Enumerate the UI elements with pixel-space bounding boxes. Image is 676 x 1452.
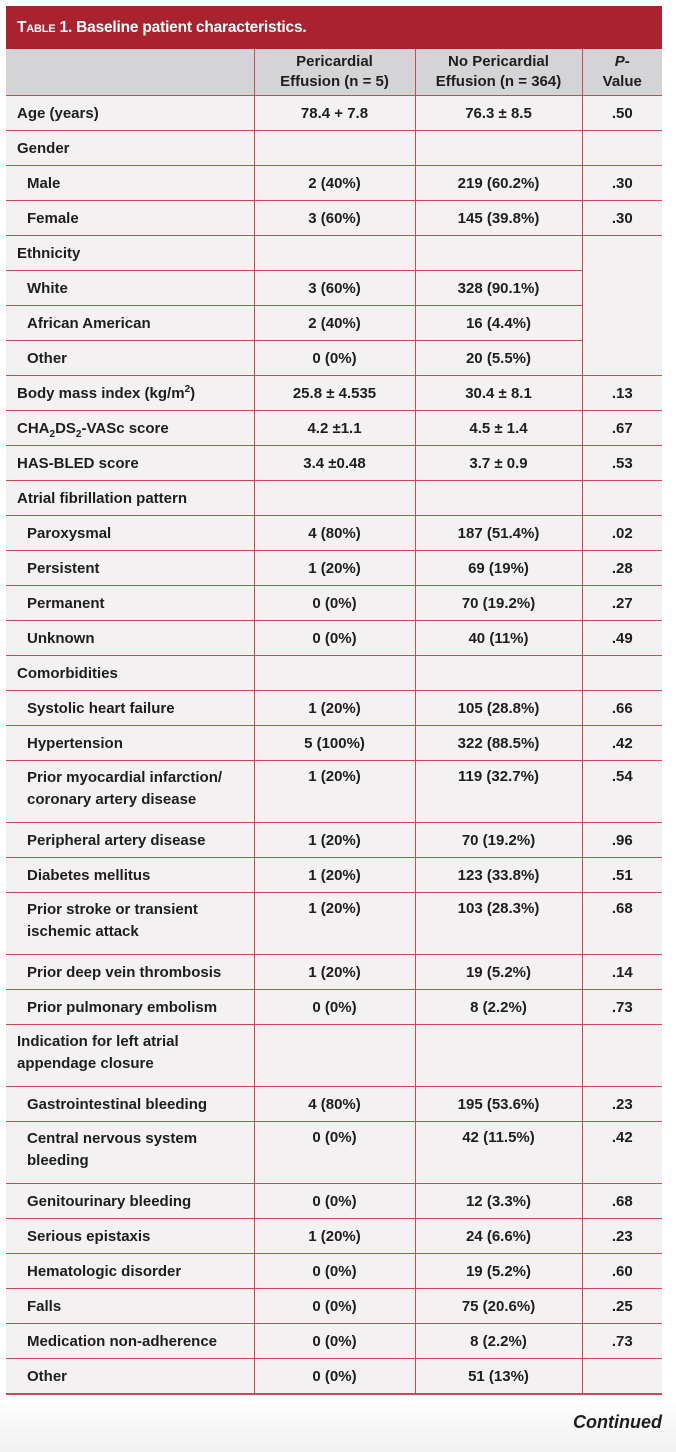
table-row-falls: [6, 1289, 662, 1324]
row-label: Gender: [6, 131, 254, 166]
cell-p: .54: [582, 761, 662, 823]
cell-npe: 19 (5.2%): [415, 955, 582, 990]
table-title: [6, 6, 662, 49]
header-p-value: P- Value: [582, 49, 662, 96]
row-label: Prior deep vein thrombosis: [6, 955, 254, 990]
cell-pe: [254, 131, 415, 166]
cell-npe: 187 (51.4%): [415, 516, 582, 551]
row-label: White: [6, 271, 254, 306]
row-label: Genitourinary bleeding: [6, 1184, 254, 1219]
baseline-characteristics-table: [6, 49, 662, 1395]
table-row-unknown: [6, 621, 662, 656]
cell-p: .68: [582, 1184, 662, 1219]
table-row-age: [6, 96, 662, 131]
table-row-gu-bleeding: [6, 1184, 662, 1219]
cell-p: .28: [582, 551, 662, 586]
table-row-prior-dvt: [6, 955, 662, 990]
cell-npe: [415, 481, 582, 516]
header-row: [6, 49, 662, 96]
table-row-prior-mi-cad: [6, 761, 662, 823]
table-row-medication-non-adherence: [6, 1324, 662, 1359]
cell-npe: 20 (5.5%): [415, 341, 582, 376]
cell-pe: 0 (0%): [254, 990, 415, 1025]
table-row-african-american: [6, 306, 662, 341]
cell-pe: 2 (40%): [254, 166, 415, 201]
table-row-cns-bleeding: [6, 1122, 662, 1184]
row-label: Body mass index $(kg/m^2)$: [6, 376, 254, 411]
header-no-pericardial-effusion: No Pericardial Effusion (n = 364): [415, 49, 582, 96]
table-row-has-bled: [6, 446, 662, 481]
cell-p: .23: [582, 1087, 662, 1122]
cell-pe: 1 (20%): [254, 955, 415, 990]
cell-npe: 40 (11%): [415, 621, 582, 656]
row-label: Female: [6, 201, 254, 236]
table-container: [6, 6, 662, 1395]
table-number: Table 1.: [17, 18, 73, 36]
cell-pe: 4 (80%): [254, 1087, 415, 1122]
cell-pe: [254, 481, 415, 516]
cell-npe: 16 (4.4%): [415, 306, 582, 341]
cell-p: .68: [582, 893, 662, 955]
cell-p: .73: [582, 990, 662, 1025]
cell-pe: 2 (40%): [254, 306, 415, 341]
row-label: Prior pulmonary embolism: [6, 990, 254, 1025]
table-row-hematologic-disorder: [6, 1254, 662, 1289]
cell-pe: 4.2 ±1.1: [254, 411, 415, 446]
cell-npe: 195 (53.6%): [415, 1087, 582, 1122]
cell-npe: [415, 656, 582, 691]
table-row-comorbidities: [6, 656, 662, 691]
cell-npe: 123 (33.8%): [415, 858, 582, 893]
cell-npe: 24 (6.6%): [415, 1219, 582, 1254]
cell-pe: 0 (0%): [254, 1324, 415, 1359]
row-label: Peripheral artery disease: [6, 823, 254, 858]
cell-pe: 3 (60%): [254, 271, 415, 306]
cell-p: .66: [582, 691, 662, 726]
cell-p: .60: [582, 1254, 662, 1289]
cell-p: .14: [582, 955, 662, 990]
cell-npe: 145 (39.8%): [415, 201, 582, 236]
row-label: Serious epistaxis: [6, 1219, 254, 1254]
cell-p: [582, 656, 662, 691]
table-row-serious-epistaxis: [6, 1219, 662, 1254]
cell-npe: 103 (28.3%): [415, 893, 582, 955]
cell-npe: 30.4 ± 8.1: [415, 376, 582, 411]
cell-p: [582, 131, 662, 166]
table-row-indication-laac: [6, 1025, 662, 1087]
row-label: Indication for left atrial appendage closure: [6, 1025, 254, 1087]
cell-pe: [254, 1025, 415, 1087]
cell-p: .23: [582, 1219, 662, 1254]
cell-p: .50: [582, 96, 662, 131]
cell-pe: 0 (0%): [254, 1122, 415, 1184]
row-label: Gastrointestinal bleeding: [6, 1087, 254, 1122]
cell-npe: 42 (11.5%): [415, 1122, 582, 1184]
cell-npe: 4.5 ± 1.4: [415, 411, 582, 446]
cell-p: .30: [582, 201, 662, 236]
table-row-persistent: [6, 551, 662, 586]
table-row-female: [6, 201, 662, 236]
row-label: Prior myocardial infarction/ coronary artery disease: [6, 761, 254, 823]
cell-npe: 322 (88.5%): [415, 726, 582, 761]
cell-npe: 119 (32.7%): [415, 761, 582, 823]
cell-p: .13: [582, 376, 662, 411]
row-label: Prior stroke or transient ischemic attack: [6, 893, 254, 955]
row-label: Diabetes mellitus: [6, 858, 254, 893]
row-label: Systolic heart failure: [6, 691, 254, 726]
header-characteristic: [6, 49, 254, 96]
cell-npe: 8 (2.2%): [415, 990, 582, 1025]
cell-p: .30: [582, 166, 662, 201]
cell-pe: 1 (20%): [254, 691, 415, 726]
cell-pe: 1 (20%): [254, 823, 415, 858]
cell-pe: 0 (0%): [254, 1289, 415, 1324]
row-label: Persistent: [6, 551, 254, 586]
cell-p: .27: [582, 586, 662, 621]
cell-p: [582, 1025, 662, 1087]
table-row-prior-pe: [6, 990, 662, 1025]
cell-p: .25: [582, 1289, 662, 1324]
cell-pe: [254, 236, 415, 271]
cell-npe: [415, 236, 582, 271]
cell-p-merged: [582, 236, 662, 376]
cell-npe: 219 (60.2%): [415, 166, 582, 201]
cell-npe: 12 (3.3%): [415, 1184, 582, 1219]
table-row-male: [6, 166, 662, 201]
table-row-ethnicity-other: [6, 341, 662, 376]
cell-npe: [415, 131, 582, 166]
table-row-ethnicity: [6, 236, 662, 271]
table-row-gender: [6, 131, 662, 166]
cell-p: .49: [582, 621, 662, 656]
cell-pe: 78.4 + 7.8: [254, 96, 415, 131]
row-label: African American: [6, 306, 254, 341]
table-row-prior-stroke-tia: [6, 893, 662, 955]
cell-npe: 51 (13%): [415, 1359, 582, 1395]
cell-pe: 0 (0%): [254, 621, 415, 656]
cell-npe: 105 (28.8%): [415, 691, 582, 726]
row-label: Hypertension: [6, 726, 254, 761]
cell-p: .51: [582, 858, 662, 893]
row-label: Comorbidities: [6, 656, 254, 691]
cell-npe: 76.3 ± 8.5: [415, 96, 582, 131]
cell-npe: [415, 1025, 582, 1087]
cell-pe: 0 (0%): [254, 341, 415, 376]
table-row-indication-other: [6, 1359, 662, 1395]
row-label: HAS-BLED score: [6, 446, 254, 481]
cell-pe: 5 (100%): [254, 726, 415, 761]
cell-pe: 1 (20%): [254, 858, 415, 893]
cell-pe: [254, 656, 415, 691]
cell-npe: 3.7 ± 0.9: [415, 446, 582, 481]
cell-p: [582, 481, 662, 516]
table-row-permanent: [6, 586, 662, 621]
table-row-diabetes-mellitus: [6, 858, 662, 893]
cell-npe: 19 (5.2%): [415, 1254, 582, 1289]
cell-npe: 8 (2.2%): [415, 1324, 582, 1359]
row-label: Age (years): [6, 96, 254, 131]
cell-p: .73: [582, 1324, 662, 1359]
table-row-gi-bleeding: [6, 1087, 662, 1122]
cell-p: .42: [582, 1122, 662, 1184]
continued-label: Continued: [573, 1412, 662, 1432]
row-label: Hematologic disorder: [6, 1254, 254, 1289]
cell-pe: 3.4 ±0.48: [254, 446, 415, 481]
table-row-hypertension: [6, 726, 662, 761]
cell-p: .96: [582, 823, 662, 858]
table-row-cha2ds2-vasc: [6, 411, 662, 446]
cell-pe: 0 (0%): [254, 1254, 415, 1289]
cell-npe: 70 (19.2%): [415, 823, 582, 858]
row-label: Medication non-adherence: [6, 1324, 254, 1359]
row-label: $CHA_2DS_2$-VASc score: [6, 411, 254, 446]
row-label: Other: [6, 341, 254, 376]
cell-p: .53: [582, 446, 662, 481]
cell-p: [582, 1359, 662, 1395]
cell-pe: 0 (0%): [254, 586, 415, 621]
cell-pe: 1 (20%): [254, 1219, 415, 1254]
row-label: Other: [6, 1359, 254, 1395]
cell-pe: 1 (20%): [254, 893, 415, 955]
row-label: Permanent: [6, 586, 254, 621]
cell-p: .02: [582, 516, 662, 551]
table-caption: Baseline patient characteristics.: [72, 18, 307, 36]
cell-pe: 25.8 ± 4.535: [254, 376, 415, 411]
row-label: Falls: [6, 1289, 254, 1324]
cell-npe: 328 (90.1%): [415, 271, 582, 306]
row-label: Paroxysmal: [6, 516, 254, 551]
row-label: Central nervous system bleeding: [6, 1122, 254, 1184]
row-label: Atrial fibrillation pattern: [6, 481, 254, 516]
cell-pe: 1 (20%): [254, 761, 415, 823]
table-row-paroxysmal: [6, 516, 662, 551]
cell-pe: 1 (20%): [254, 551, 415, 586]
table-row-white: [6, 271, 662, 306]
cell-p: .42: [582, 726, 662, 761]
row-label: Ethnicity: [6, 236, 254, 271]
cell-npe: 70 (19.2%): [415, 586, 582, 621]
table-row-systolic-heart-failure: [6, 691, 662, 726]
header-pericardial-effusion: Pericardial Effusion (n = 5): [254, 49, 415, 96]
cell-pe: 4 (80%): [254, 516, 415, 551]
row-label: Unknown: [6, 621, 254, 656]
cell-pe: 0 (0%): [254, 1184, 415, 1219]
table-row-bmi: [6, 376, 662, 411]
table-row-af-pattern: [6, 481, 662, 516]
cell-pe: 0 (0%): [254, 1359, 415, 1395]
cell-p: .67: [582, 411, 662, 446]
cell-npe: 69 (19%): [415, 551, 582, 586]
cell-pe: 3 (60%): [254, 201, 415, 236]
cell-npe: 75 (20.6%): [415, 1289, 582, 1324]
row-label: Male: [6, 166, 254, 201]
table-row-peripheral-artery-disease: [6, 823, 662, 858]
